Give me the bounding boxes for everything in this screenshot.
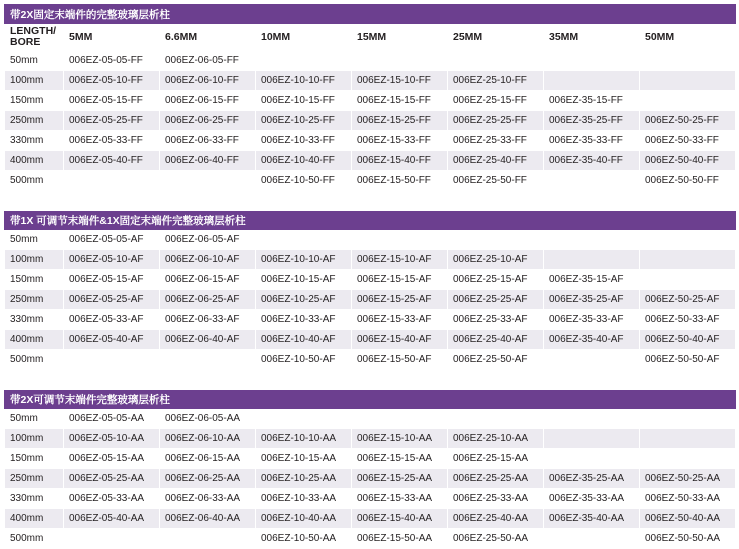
section-header-row	[5, 5, 736, 24]
column-header-10mm: 10MM	[256, 24, 352, 51]
cell-code	[64, 171, 160, 191]
cell-code	[448, 230, 544, 250]
cell-code: 006EZ-05-33-FF	[64, 131, 160, 151]
cell-code	[544, 51, 640, 71]
row-label: 400mm	[5, 509, 64, 529]
cell-code: 006EZ-10-50-AF	[256, 350, 352, 370]
section-spacer	[5, 191, 736, 211]
cell-code: 006EZ-25-33-FF	[448, 131, 544, 151]
cell-code: 006EZ-50-40-FF	[640, 151, 736, 171]
cell-code: 006EZ-25-50-FF	[448, 171, 544, 191]
row-label: 50mm	[5, 409, 64, 429]
cell-code: 006EZ-25-25-AF	[448, 290, 544, 310]
cell-code: 006EZ-06-10-FF	[160, 71, 256, 91]
cell-code: 006EZ-05-40-AA	[64, 509, 160, 529]
cell-code: 006EZ-25-33-AF	[448, 310, 544, 330]
cell-code: 006EZ-05-25-AF	[64, 290, 160, 310]
section-title: 带2X固定末端件的完整玻璃层析柱	[5, 5, 736, 24]
cell-code: 006EZ-10-40-FF	[256, 151, 352, 171]
section-header-row	[5, 211, 736, 230]
cell-code: 006EZ-35-15-FF	[544, 91, 640, 111]
table-row	[5, 330, 736, 350]
cell-code: 006EZ-50-50-AA	[640, 529, 736, 549]
table-row	[5, 131, 736, 151]
cell-code	[544, 350, 640, 370]
table-row	[5, 310, 736, 330]
cell-code	[64, 350, 160, 370]
column-header-50mm: 50MM	[640, 24, 736, 51]
row-label: 100mm	[5, 250, 64, 270]
cell-code: 006EZ-06-40-AA	[160, 509, 256, 529]
row-label: 400mm	[5, 151, 64, 171]
cell-code	[256, 51, 352, 71]
cell-code: 006EZ-35-40-FF	[544, 151, 640, 171]
cell-code: 006EZ-35-25-FF	[544, 111, 640, 131]
cell-code: 006EZ-25-15-AF	[448, 270, 544, 290]
cell-code: 006EZ-05-15-FF	[64, 91, 160, 111]
cell-code: 006EZ-50-25-FF	[640, 111, 736, 131]
cell-code: 006EZ-10-25-AF	[256, 290, 352, 310]
cell-code	[640, 91, 736, 111]
cell-code	[544, 409, 640, 429]
row-label: 150mm	[5, 449, 64, 469]
cell-code: 006EZ-05-40-AF	[64, 330, 160, 350]
section-title: 带1X 可调节末端件&1X固定末端件完整玻璃层析柱	[5, 211, 736, 230]
cell-code: 006EZ-10-15-FF	[256, 91, 352, 111]
cell-code: 006EZ-15-50-AF	[352, 350, 448, 370]
table-body	[5, 5, 736, 549]
cell-code	[448, 409, 544, 429]
cell-code: 006EZ-10-25-AA	[256, 469, 352, 489]
cell-code	[544, 230, 640, 250]
cell-code: 006EZ-35-25-AA	[544, 469, 640, 489]
cell-code: 006EZ-50-40-AF	[640, 330, 736, 350]
cell-code: 006EZ-50-40-AA	[640, 509, 736, 529]
cell-code: 006EZ-05-33-AA	[64, 489, 160, 509]
cell-code: 006EZ-10-33-FF	[256, 131, 352, 151]
cell-code: 006EZ-06-40-FF	[160, 151, 256, 171]
cell-code: 006EZ-10-15-AA	[256, 449, 352, 469]
cell-code: 006EZ-05-05-AA	[64, 409, 160, 429]
row-label: 50mm	[5, 51, 64, 71]
cell-code: 006EZ-35-33-AA	[544, 489, 640, 509]
cell-code: 006EZ-50-50-AF	[640, 350, 736, 370]
table-row	[5, 250, 736, 270]
cell-code	[352, 409, 448, 429]
cell-code	[640, 250, 736, 270]
cell-code: 006EZ-25-15-AA	[448, 449, 544, 469]
table-row	[5, 91, 736, 111]
cell-code	[640, 270, 736, 290]
section-spacer	[5, 370, 736, 390]
cell-code: 006EZ-25-50-AF	[448, 350, 544, 370]
cell-code	[640, 449, 736, 469]
cell-code: 006EZ-06-05-AA	[160, 409, 256, 429]
cell-code: 006EZ-35-40-AF	[544, 330, 640, 350]
cell-code: 006EZ-35-33-AF	[544, 310, 640, 330]
cell-code: 006EZ-05-15-AF	[64, 270, 160, 290]
cell-code: 006EZ-15-15-FF	[352, 91, 448, 111]
row-label: 330mm	[5, 131, 64, 151]
cell-code: 006EZ-06-05-FF	[160, 51, 256, 71]
cell-code	[544, 449, 640, 469]
cell-code: 006EZ-05-10-AF	[64, 250, 160, 270]
table-row	[5, 171, 736, 191]
cell-code: 006EZ-06-05-AF	[160, 230, 256, 250]
table-row	[5, 51, 736, 71]
cell-code: 006EZ-25-40-FF	[448, 151, 544, 171]
cell-code	[256, 409, 352, 429]
cell-code: 006EZ-25-25-AA	[448, 469, 544, 489]
cell-code	[160, 350, 256, 370]
cell-code	[640, 429, 736, 449]
cell-code: 006EZ-05-33-AF	[64, 310, 160, 330]
table-row	[5, 290, 736, 310]
column-header-25mm: 25MM	[448, 24, 544, 51]
cell-code: 006EZ-10-50-FF	[256, 171, 352, 191]
table-row	[5, 429, 736, 449]
row-label: 50mm	[5, 230, 64, 250]
cell-code: 006EZ-15-10-AA	[352, 429, 448, 449]
cell-code	[544, 71, 640, 91]
cell-code: 006EZ-06-25-AA	[160, 469, 256, 489]
cell-code: 006EZ-50-33-AF	[640, 310, 736, 330]
cell-code: 006EZ-25-50-AA	[448, 529, 544, 549]
row-label: 150mm	[5, 270, 64, 290]
column-header-6-6mm: 6.6MM	[160, 24, 256, 51]
cell-code	[640, 71, 736, 91]
cell-code: 006EZ-15-50-AA	[352, 529, 448, 549]
row-label: 250mm	[5, 469, 64, 489]
row-label: 330mm	[5, 489, 64, 509]
cell-code: 006EZ-15-25-AF	[352, 290, 448, 310]
row-label: 100mm	[5, 429, 64, 449]
section-title: 带2X可调节末端件完整玻璃层析柱	[5, 390, 736, 409]
cell-code: 006EZ-35-33-FF	[544, 131, 640, 151]
cell-code: 006EZ-15-40-FF	[352, 151, 448, 171]
cell-code: 006EZ-25-40-AA	[448, 509, 544, 529]
row-label: 250mm	[5, 111, 64, 131]
cell-code: 006EZ-15-25-AA	[352, 469, 448, 489]
cell-code: 006EZ-15-15-AF	[352, 270, 448, 290]
cell-code: 006EZ-15-40-AF	[352, 330, 448, 350]
cell-code: 006EZ-15-33-AF	[352, 310, 448, 330]
table-row	[5, 409, 736, 429]
cell-code: 006EZ-05-40-FF	[64, 151, 160, 171]
cell-code: 006EZ-25-10-AF	[448, 250, 544, 270]
cell-code: 006EZ-10-50-AA	[256, 529, 352, 549]
cell-code: 006EZ-25-10-FF	[448, 71, 544, 91]
table-row	[5, 270, 736, 290]
cell-code	[544, 171, 640, 191]
cell-code: 006EZ-06-10-AF	[160, 250, 256, 270]
cell-code: 006EZ-05-10-AA	[64, 429, 160, 449]
row-label: 500mm	[5, 529, 64, 549]
row-label: 100mm	[5, 71, 64, 91]
cell-code: 006EZ-06-40-AF	[160, 330, 256, 350]
table-row	[5, 449, 736, 469]
column-header-length-bore: LENGTH/ BORE	[5, 24, 64, 51]
cell-code: 006EZ-50-25-AA	[640, 469, 736, 489]
cell-code	[640, 51, 736, 71]
table-row	[5, 509, 736, 529]
column-header-15mm: 15MM	[352, 24, 448, 51]
column-header-35mm: 35MM	[544, 24, 640, 51]
cell-code: 006EZ-50-33-FF	[640, 131, 736, 151]
table-row	[5, 151, 736, 171]
cell-code: 006EZ-25-25-FF	[448, 111, 544, 131]
cell-code: 006EZ-06-10-AA	[160, 429, 256, 449]
table-row	[5, 230, 736, 250]
cell-code	[640, 230, 736, 250]
row-label: 330mm	[5, 310, 64, 330]
cell-code: 006EZ-05-05-FF	[64, 51, 160, 71]
cell-code: 006EZ-06-33-FF	[160, 131, 256, 151]
cell-code: 006EZ-10-33-AF	[256, 310, 352, 330]
cell-code: 006EZ-25-10-AA	[448, 429, 544, 449]
product-code-table	[4, 4, 736, 549]
cell-code: 006EZ-10-40-AF	[256, 330, 352, 350]
cell-code: 006EZ-10-10-FF	[256, 71, 352, 91]
cell-code	[352, 230, 448, 250]
table-row	[5, 489, 736, 509]
table-row	[5, 71, 736, 91]
cell-code: 006EZ-35-15-AF	[544, 270, 640, 290]
column-header-5mm: 5MM	[64, 24, 160, 51]
cell-code: 006EZ-25-40-AF	[448, 330, 544, 350]
cell-code: 006EZ-10-15-AF	[256, 270, 352, 290]
cell-code: 006EZ-06-25-FF	[160, 111, 256, 131]
table-row	[5, 350, 736, 370]
cell-code: 006EZ-15-50-FF	[352, 171, 448, 191]
cell-code: 006EZ-10-33-AA	[256, 489, 352, 509]
row-label: 150mm	[5, 91, 64, 111]
cell-code: 006EZ-35-25-AF	[544, 290, 640, 310]
cell-code: 006EZ-06-15-AF	[160, 270, 256, 290]
cell-code	[160, 171, 256, 191]
cell-code: 006EZ-05-25-AA	[64, 469, 160, 489]
cell-code	[352, 51, 448, 71]
cell-code: 006EZ-50-50-FF	[640, 171, 736, 191]
cell-code: 006EZ-25-15-FF	[448, 91, 544, 111]
cell-code: 006EZ-15-10-FF	[352, 71, 448, 91]
cell-code: 006EZ-10-10-AF	[256, 250, 352, 270]
column-header-row	[5, 24, 736, 51]
cell-code: 006EZ-35-40-AA	[544, 509, 640, 529]
cell-code: 006EZ-10-40-AA	[256, 509, 352, 529]
cell-code: 006EZ-25-33-AA	[448, 489, 544, 509]
cell-code: 006EZ-06-33-AF	[160, 310, 256, 330]
cell-code: 006EZ-50-33-AA	[640, 489, 736, 509]
cell-code: 006EZ-15-10-AF	[352, 250, 448, 270]
cell-code	[256, 230, 352, 250]
cell-code	[544, 250, 640, 270]
table-row	[5, 111, 736, 131]
cell-code: 006EZ-06-15-FF	[160, 91, 256, 111]
cell-code: 006EZ-06-25-AF	[160, 290, 256, 310]
cell-code: 006EZ-06-15-AA	[160, 449, 256, 469]
cell-code	[640, 409, 736, 429]
cell-code: 006EZ-05-10-FF	[64, 71, 160, 91]
cell-code: 006EZ-50-25-AF	[640, 290, 736, 310]
cell-code	[448, 51, 544, 71]
cell-code: 006EZ-05-15-AA	[64, 449, 160, 469]
cell-code: 006EZ-05-05-AF	[64, 230, 160, 250]
cell-code	[544, 429, 640, 449]
cell-code: 006EZ-15-33-FF	[352, 131, 448, 151]
row-label: 500mm	[5, 171, 64, 191]
section-header-row	[5, 390, 736, 409]
cell-code: 006EZ-15-25-FF	[352, 111, 448, 131]
row-label: 400mm	[5, 330, 64, 350]
table-row	[5, 469, 736, 489]
row-label: 500mm	[5, 350, 64, 370]
row-label: 250mm	[5, 290, 64, 310]
cell-code: 006EZ-05-25-FF	[64, 111, 160, 131]
cell-code: 006EZ-15-33-AA	[352, 489, 448, 509]
cell-code: 006EZ-06-33-AA	[160, 489, 256, 509]
cell-code: 006EZ-15-40-AA	[352, 509, 448, 529]
cell-code: 006EZ-10-10-AA	[256, 429, 352, 449]
cell-code: 006EZ-15-15-AA	[352, 449, 448, 469]
cell-code: 006EZ-10-25-FF	[256, 111, 352, 131]
